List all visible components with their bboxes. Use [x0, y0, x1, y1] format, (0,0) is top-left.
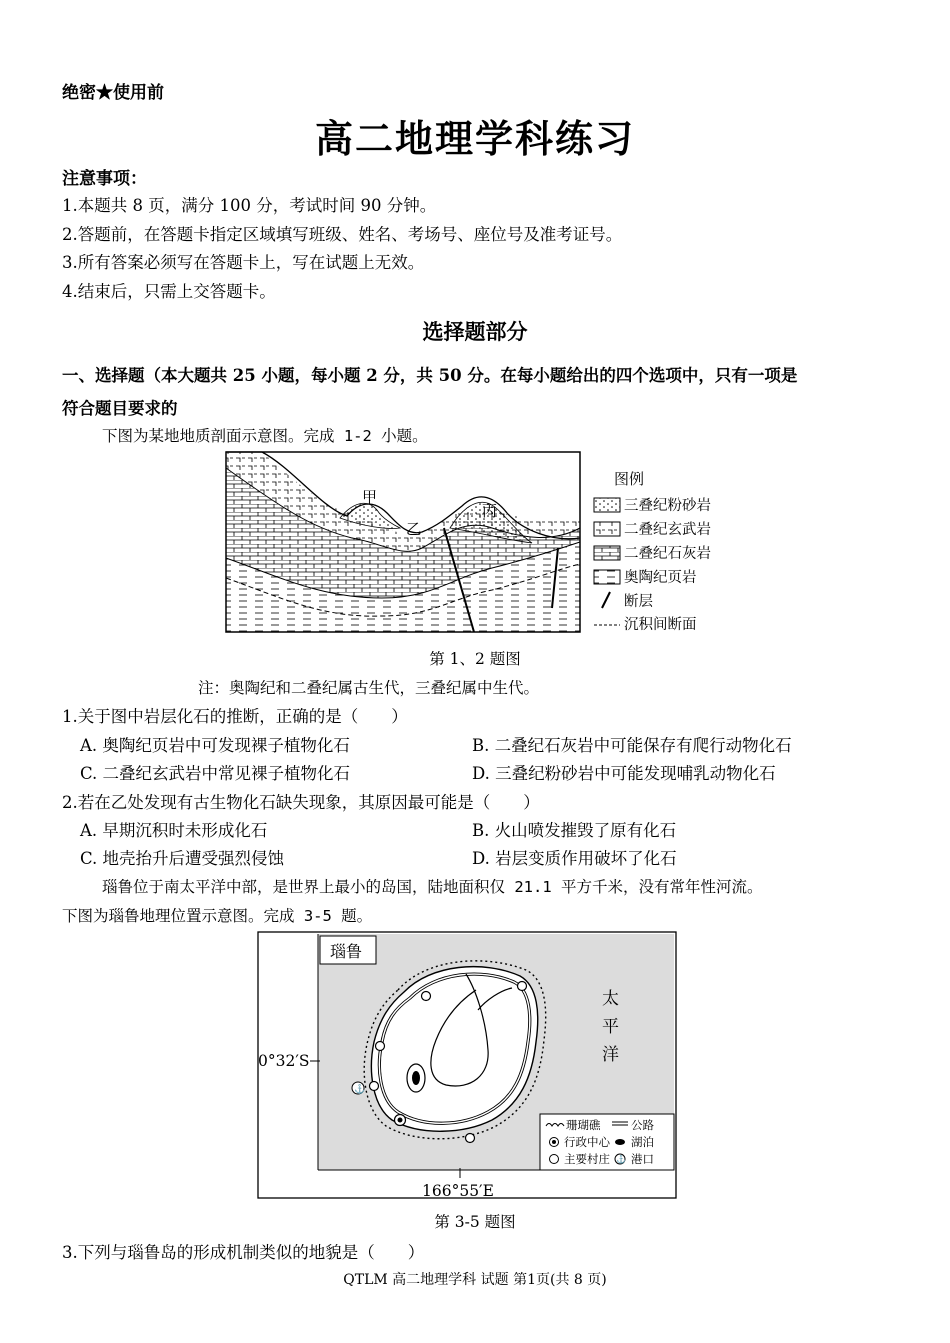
legend-port: 港口	[631, 1152, 654, 1166]
page-title: 高二地理学科练习	[314, 117, 635, 161]
secret-label: 绝密★使用前	[62, 83, 164, 103]
label-yi: 乙	[406, 520, 422, 538]
admin-center-icon	[398, 1118, 403, 1123]
longitude-label: 166°55′E	[422, 1182, 494, 1200]
latitude-label: 0°32′S	[258, 1052, 310, 1070]
notice-heading: 注意事项：	[62, 169, 147, 189]
q1-option-b: B. 二叠纪石灰岩中可能保存有爬行动物化石	[472, 736, 792, 755]
legend-shale: 奥陶纪页岩	[624, 570, 697, 586]
q2-option-d: D. 岩层变质作用破坏了化石	[472, 849, 677, 868]
part1-heading-line2: 符合题目要求的	[62, 399, 178, 418]
q2-option-a: A. 早期沉积时未形成化石	[80, 821, 268, 840]
legend-admin-center: 行政中心	[564, 1135, 610, 1149]
legend-reef: 珊瑚礁	[566, 1118, 601, 1132]
q3-stem: 3.下列与瑙鲁岛的形成机制类似的地貌是（ ）	[62, 1243, 425, 1262]
svg-text:⚓: ⚓	[354, 1085, 366, 1095]
q2-option-b: B. 火山喷发摧毁了原有化石	[472, 821, 677, 840]
ocean-char-1: 太	[602, 989, 619, 1009]
map-title: 瑙鲁	[330, 942, 363, 961]
page-footer: QTLM 高二地理学科 试题 第1页(共 8 页)	[343, 1272, 607, 1288]
legend-limestone: 二叠纪石灰岩	[624, 546, 711, 562]
q1-option-c: C. 二叠纪玄武岩中常见裸子植物化石	[80, 764, 351, 783]
intro-q3-5-line1: 瑙鲁位于南太平洋中部，是世界上最小的岛国，陆地面积仅 21.1 平方千米，没有常年性河流。	[102, 878, 763, 896]
legend-village: 主要村庄	[564, 1152, 610, 1166]
notice-item-3: 3.所有答案必须写在答题卡上，写在试题上无效。	[62, 253, 425, 272]
figure1-note: 注：奥陶纪和二叠纪属古生代，三叠纪属中生代。	[198, 679, 540, 697]
lake-icon	[412, 1071, 420, 1085]
legend-title: 图例	[614, 470, 645, 488]
legend-siltstone: 三叠纪粉砂岩	[624, 498, 711, 514]
intro-q3-5-line2: 下图为瑙鲁地理位置示意图。完成 3-5 题。	[62, 907, 373, 925]
ocean-char-2: 平	[602, 1017, 619, 1037]
label-bing: 丙	[482, 502, 498, 520]
legend-road: 公路	[631, 1118, 654, 1132]
legend-fault: 断层	[624, 594, 653, 610]
figure1-caption: 第 1、2 题图	[429, 650, 521, 668]
geologic-section-figure	[222, 448, 722, 638]
legend-unconformity: 沉积间断面	[624, 617, 697, 633]
nauru-map-figure	[256, 930, 680, 1202]
part1-heading-line1: 一、选择题（本大题共 25 小题，每小题 2 分，共 50 分。在每小题给出的四个选项中，只有一项是	[62, 366, 798, 385]
notice-item-1: 1.本题共 8 页，满分 100 分，考试时间 90 分钟。	[62, 196, 437, 215]
label-jia: 甲	[362, 488, 378, 506]
legend-lake: 湖泊	[631, 1135, 654, 1149]
legend-basalt: 二叠纪玄武岩	[624, 522, 711, 538]
svg-text:⚓: ⚓	[616, 1155, 626, 1164]
ocean-char-3: 洋	[602, 1045, 619, 1065]
q1-option-d: D. 三叠纪粉砂岩中可能发现哺乳动物化石	[472, 764, 776, 783]
intro-q1-2: 下图为某地地质剖面示意图。完成 1-2 小题。	[102, 427, 428, 445]
section-title: 选择题部分	[422, 319, 528, 344]
q1-stem: 1.关于图中岩层化石的推断，正确的是（ ）	[62, 707, 408, 726]
figure2-caption: 第 3-5 题图	[434, 1213, 516, 1231]
q2-stem: 2.若在乙处发现有古生物化石缺失现象，其原因最可能是（ ）	[62, 793, 540, 812]
q2-option-c: C. 地壳抬升后遭受强烈侵蚀	[80, 849, 285, 868]
notice-item-2: 2.答题前，在答题卡指定区域填写班级、姓名、考场号、座位号及准考证号。	[62, 225, 623, 244]
q1-option-a: A. 奥陶纪页岩中可发现裸子植物化石	[80, 736, 350, 755]
notice-item-4: 4.结束后，只需上交答题卡。	[62, 282, 276, 301]
